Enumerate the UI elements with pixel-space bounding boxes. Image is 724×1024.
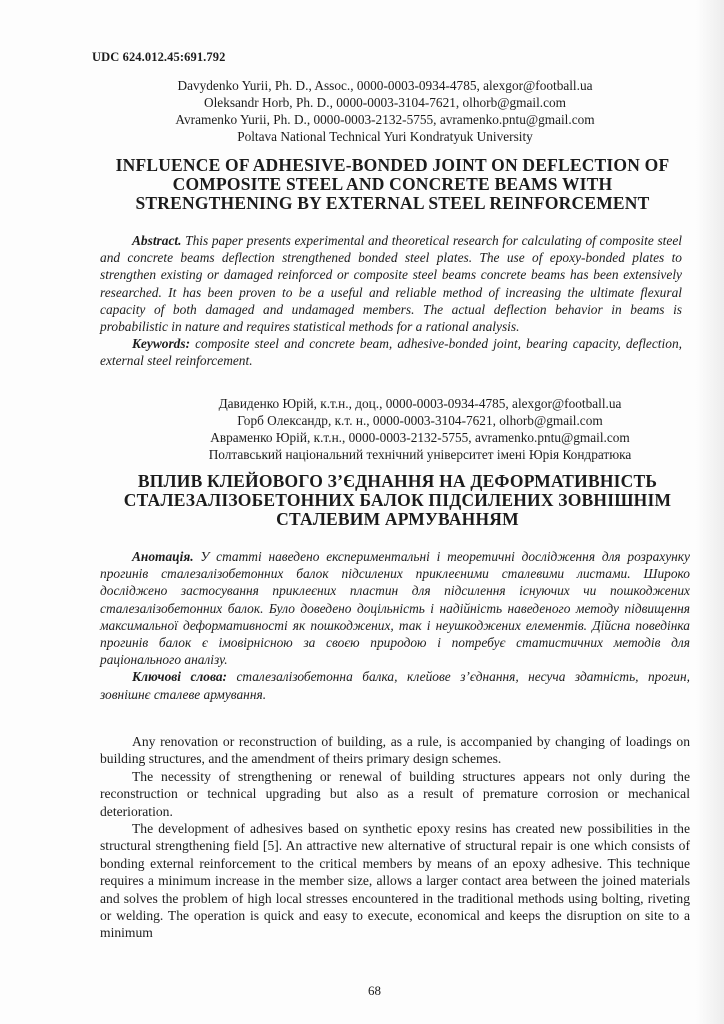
author-line: Davydenko Yurii, Ph. D., Assoc., 0000-0003-0934-4785, alexgor@football.ua [177,78,593,93]
body-paragraph: The development of adhesives based on synthetic epoxy resins has created new possibilities in the structural strengthening field [5]. An attractive new alternative of structural repair is one which consists of bonding external reinforcement to the critical members by means of an epoxy adhesive. This technique requires a minimum increase in the member size, allows a larger contact area between the joined materials and solves the problem of high local stresses encountered in the traditional methods using bolting, riveting or welding. The operation is quick and easy to execute, economical and keeps the disruption on site to a minimum [100,821,690,941]
body-paragraph: Any renovation or reconstruction of building, as a rule, is accompanied by changing of loadings on building structures, and the amendment of theirs primary design schemes. [100,734,690,767]
udc-code: UDC 624.012.45:691.792 [92,50,226,64]
abstract-text: This paper presents experimental and theoretical research for calculating of composite steel and concrete beams deflection strengthened bonded steel plates. The use of epoxy-bonded plates to strengthen existing or damaged reinforced or composite steel beams concrete beams has been extensively researched. It has been proven to be a useful and reliable method of increasing the ultimate flexural capacity of both damaged and undamaged members. The actual deflection behavior in beams is probabilistic in nature and requires statistical methods for a rational analysis. [100,233,682,335]
author-line: Oleksandr Horb, Ph. D., 0000-0003-3104-7621, olhorb@gmail.com [204,95,566,110]
title-line: STRENGTHENING BY EXTERNAL STEEL REINFORCEMENT [135,193,650,213]
abstract-paragraph [100,232,682,335]
annotation-text: У статті наведено експериментальні і теоретичні дослідження для розрахунку прогинів сталезалізобетонних балок підсилених приклеєними сталевими листами. Широко досліджено застосування приклеєних пластин для підсилення існуючих чи пошкоджених сталезалізобетонних балок. Було доведено доцільність і надійність наведеного методу підвищення максимальної деформативності як пошкоджених, так і неушкоджених елементів. Дійсна поведінка прогинів балок є імовірнісною за своєю природою і потребує статистичних методів для раціонального аналізу. [100,549,690,668]
title-line: СТАЛЕЗАЛІЗОБЕТОННИХ БАЛОК ПІДСИЛЕНИХ ЗОВНІШНІМ [123,490,672,510]
annotation-label: Анотація. [132,549,194,564]
abstract-english [100,232,682,370]
title-line: COMPOSITE STEEL AND CONCRETE BEAMS WITH [172,174,613,194]
keywords-text: composite steel and concrete beam, adhesive-bonded joint, bearing capacity, deflection, external steel reinforcement. [100,336,682,369]
keywords-paragraph [100,335,682,369]
paper-title-english [90,156,695,213]
keywords-label: Keywords: [132,336,191,352]
authors-english [100,77,670,145]
author-line: Давиденко Юрій, к.т.н., доц., 0000-0003-0934-4785, alexgor@football.ua [218,396,622,411]
abstract-ukrainian [100,548,690,703]
keywords-ua-text: сталезалізобетонна балка, клейове з’єднання, несуча здатність, прогин, зовнішнє сталеве армування. [100,669,690,702]
paper-title-ukrainian [90,472,705,529]
body-paragraph: The necessity of strengthening or renewal of building structures appears not only during the reconstruction or technical upgrading but also as a result of premature corrosion or mechanical deterioration. [100,768,690,819]
title-line: ВПЛИВ КЛЕЙОВОГО З’ЄДНАННЯ НА ДЕФОРМАТИВНІСТЬ [137,471,658,491]
abstract-label: Abstract. [132,233,182,248]
body-text [100,733,690,942]
affiliation: Полтавський національний технічний університет імені Юрія Кондратюка [208,447,632,462]
authors-ukrainian [140,395,700,463]
author-line: Avramenko Yurii, Ph. D., 0000-0003-2132-5755, avramenko.pntu@gmail.com [175,112,595,127]
page-number: 68 [368,983,381,998]
annotation-paragraph [100,548,690,668]
keywords-ua-paragraph [100,668,690,702]
author-line: Горб Олександр, к.т. н., 0000-0003-3104-7621, olhorb@gmail.com [237,413,603,428]
keywords-ua-label: Ключові слова: [132,669,227,685]
title-line: INFLUENCE OF ADHESIVE-BONDED JOINT ON DEFLECTION OF [115,155,670,175]
affiliation: Poltava National Technical Yuri Kondratyuk University [237,129,533,144]
author-line: Авраменко Юрій, к.т.н., 0000-0003-2132-5755, avramenko.pntu@gmail.com [210,430,630,445]
title-line: СТАЛЕВИМ АРМУВАННЯМ [276,509,519,529]
